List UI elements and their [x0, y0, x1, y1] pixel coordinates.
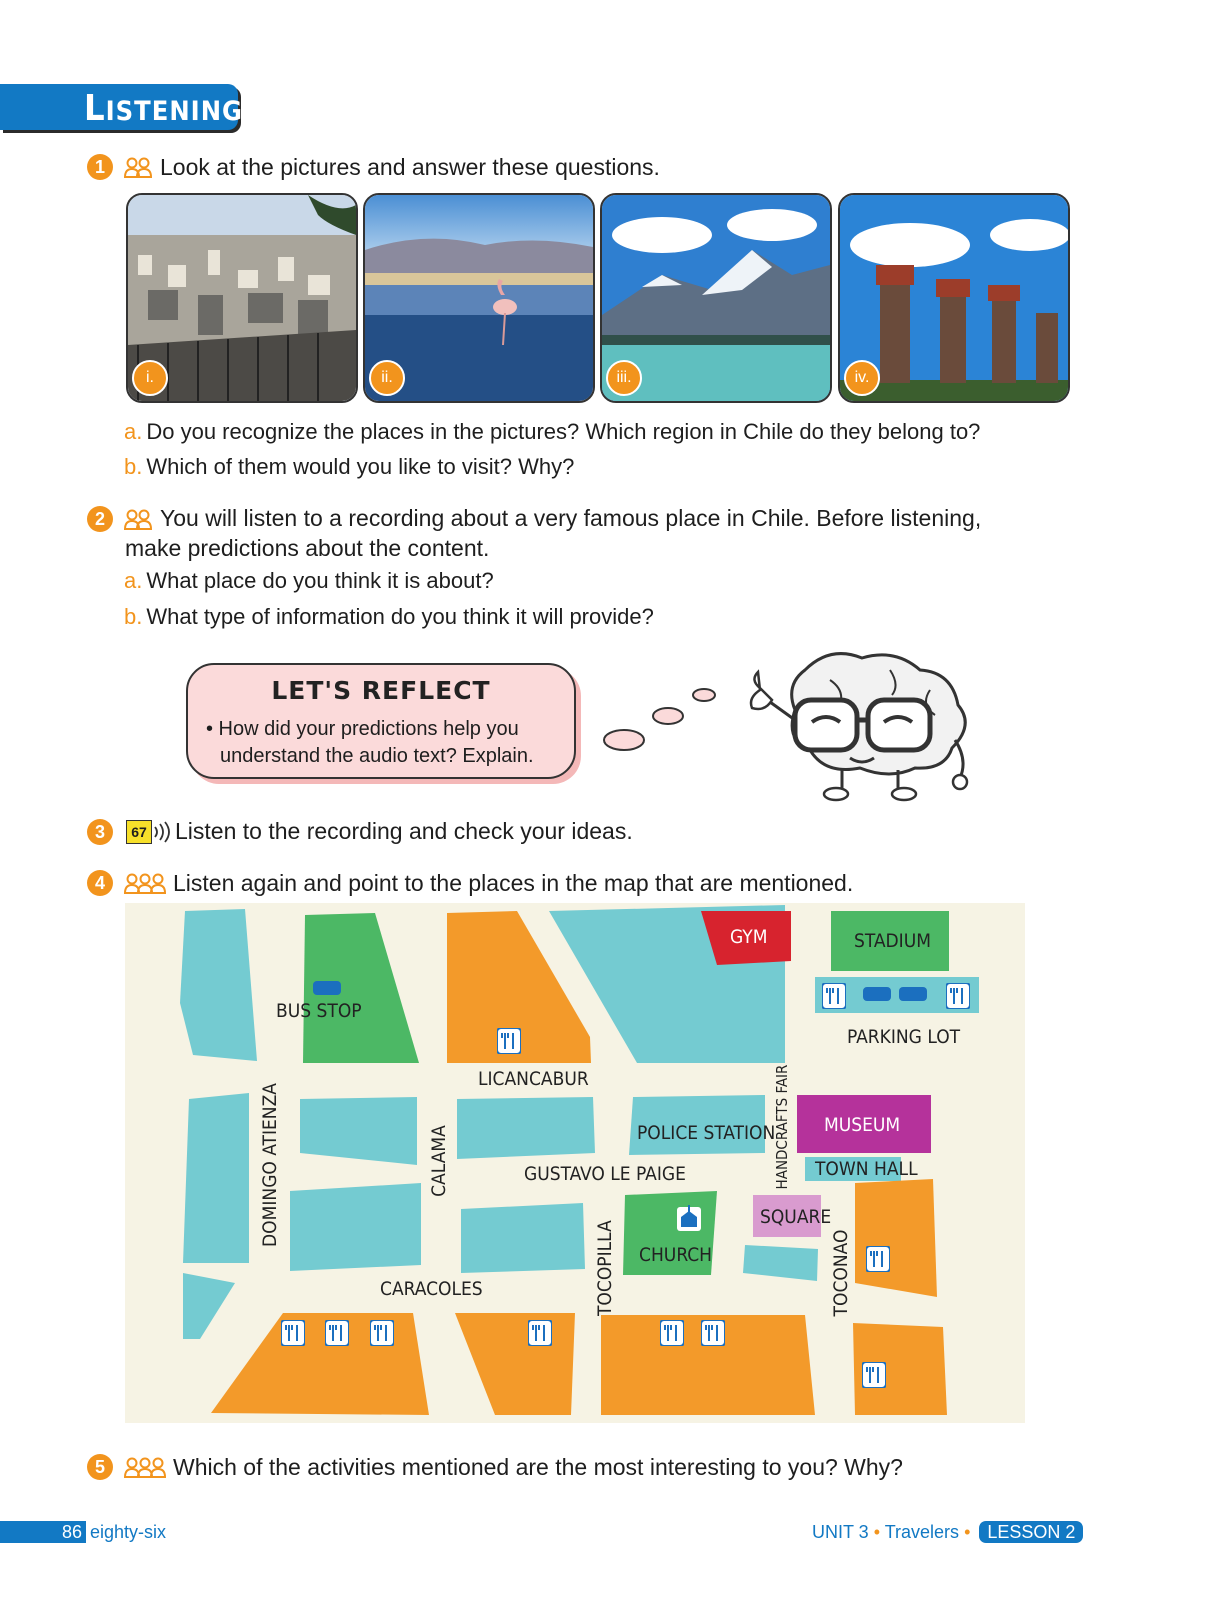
group-work-icon [124, 873, 166, 895]
lesson-badge: LESSON 2 [979, 1521, 1083, 1543]
question-number: 4 [87, 870, 113, 896]
map-label-tocopilla: TOCOPILLA [594, 1220, 616, 1316]
sub-question: a. Do you recognize the places in the pictures? Which region in Chile do they belong to? [124, 419, 981, 444]
map-label-gym: GYM [730, 926, 768, 948]
restaurant-icon [946, 983, 970, 1014]
map-label-museum: MUSEUM [824, 1114, 901, 1136]
question-text: Which of the activities mentioned are the most interesting to you? Why? [173, 1454, 903, 1480]
map-label-domingo-atienza: DOMINGO ATIENZA [259, 1083, 281, 1247]
page-number-words: eighty-six [90, 1522, 167, 1542]
question-text: Listen to the recording and check your ideas. [175, 818, 633, 844]
photo-label: iii. [606, 360, 642, 396]
restaurant-icon [325, 1320, 349, 1351]
sub-question: b. What type of information do you think it will provide? [124, 604, 654, 629]
map-label-town-hall: TOWN HALL [815, 1158, 918, 1180]
photo-label: iv. [844, 360, 880, 396]
sub-question: a. What place do you think it is about? [124, 568, 494, 593]
map-label-handcrafts-fair: HANDCRAFTS FAIR [773, 1064, 791, 1190]
restaurant-icon [660, 1320, 684, 1351]
map-label-caracoles: CARACOLES [380, 1278, 483, 1300]
map-label-calama: CALAMA [428, 1125, 450, 1197]
reflect-text: • How did your predictions help you understand the audio text? Explain. [206, 718, 534, 767]
audio-track-icon[interactable]: 67 [126, 820, 152, 844]
question-number: 3 [87, 819, 113, 845]
question-number: 2 [87, 506, 113, 532]
restaurant-icon [701, 1320, 725, 1351]
map-label-toconao: TOCONAO [830, 1229, 852, 1317]
group-work-icon [124, 1457, 166, 1479]
sound-waves-icon [152, 821, 172, 843]
brain-mascot-icon [600, 650, 990, 810]
map-label-bus-stop: BUS STOP [276, 1000, 362, 1022]
map-label-parking-lot: PARKING LOT [847, 1026, 961, 1048]
question-text: You will listen to a recording about a very famous place in Chile. Before listening, [160, 505, 982, 531]
map-label-police-station: POLICE STATION [637, 1122, 776, 1144]
pair-work-icon [124, 509, 152, 531]
map-label-square: SQUARE [760, 1206, 832, 1228]
map-label-stadium: STADIUM [854, 930, 931, 952]
question-text: make predictions about the content. [125, 535, 490, 561]
restaurant-icon [862, 1362, 886, 1393]
restaurant-icon [497, 1028, 521, 1059]
restaurant-icon [370, 1320, 394, 1351]
unit-lesson-info: UNIT 3 • Travelers • LESSON 2 [812, 1521, 1083, 1543]
photo-label: i. [132, 360, 168, 396]
restaurant-icon [822, 983, 846, 1014]
page-number: 86 [0, 1521, 86, 1543]
map-label-licancabur: LICANCABUR [478, 1068, 589, 1090]
question-text: Listen again and point to the places in the map that are mentioned. [173, 870, 854, 896]
restaurant-icon [528, 1320, 552, 1351]
question-text: Look at the pictures and answer these questions. [160, 154, 660, 180]
restaurant-icon [281, 1320, 305, 1351]
restaurant-icon [866, 1246, 890, 1277]
sub-question: b. Which of them would you like to visit? Why? [124, 454, 575, 479]
section-title: LISTENING [84, 88, 243, 129]
map-label-church: CHURCH [639, 1244, 713, 1266]
photo-label: ii. [369, 360, 405, 396]
reflect-title: LET'S REFLECT [271, 676, 491, 705]
map-label-gustavo-le-paige: GUSTAVO LE PAIGE [524, 1163, 686, 1185]
question-number: 1 [87, 154, 113, 180]
pair-work-icon [124, 157, 152, 179]
question-number: 5 [87, 1454, 113, 1480]
